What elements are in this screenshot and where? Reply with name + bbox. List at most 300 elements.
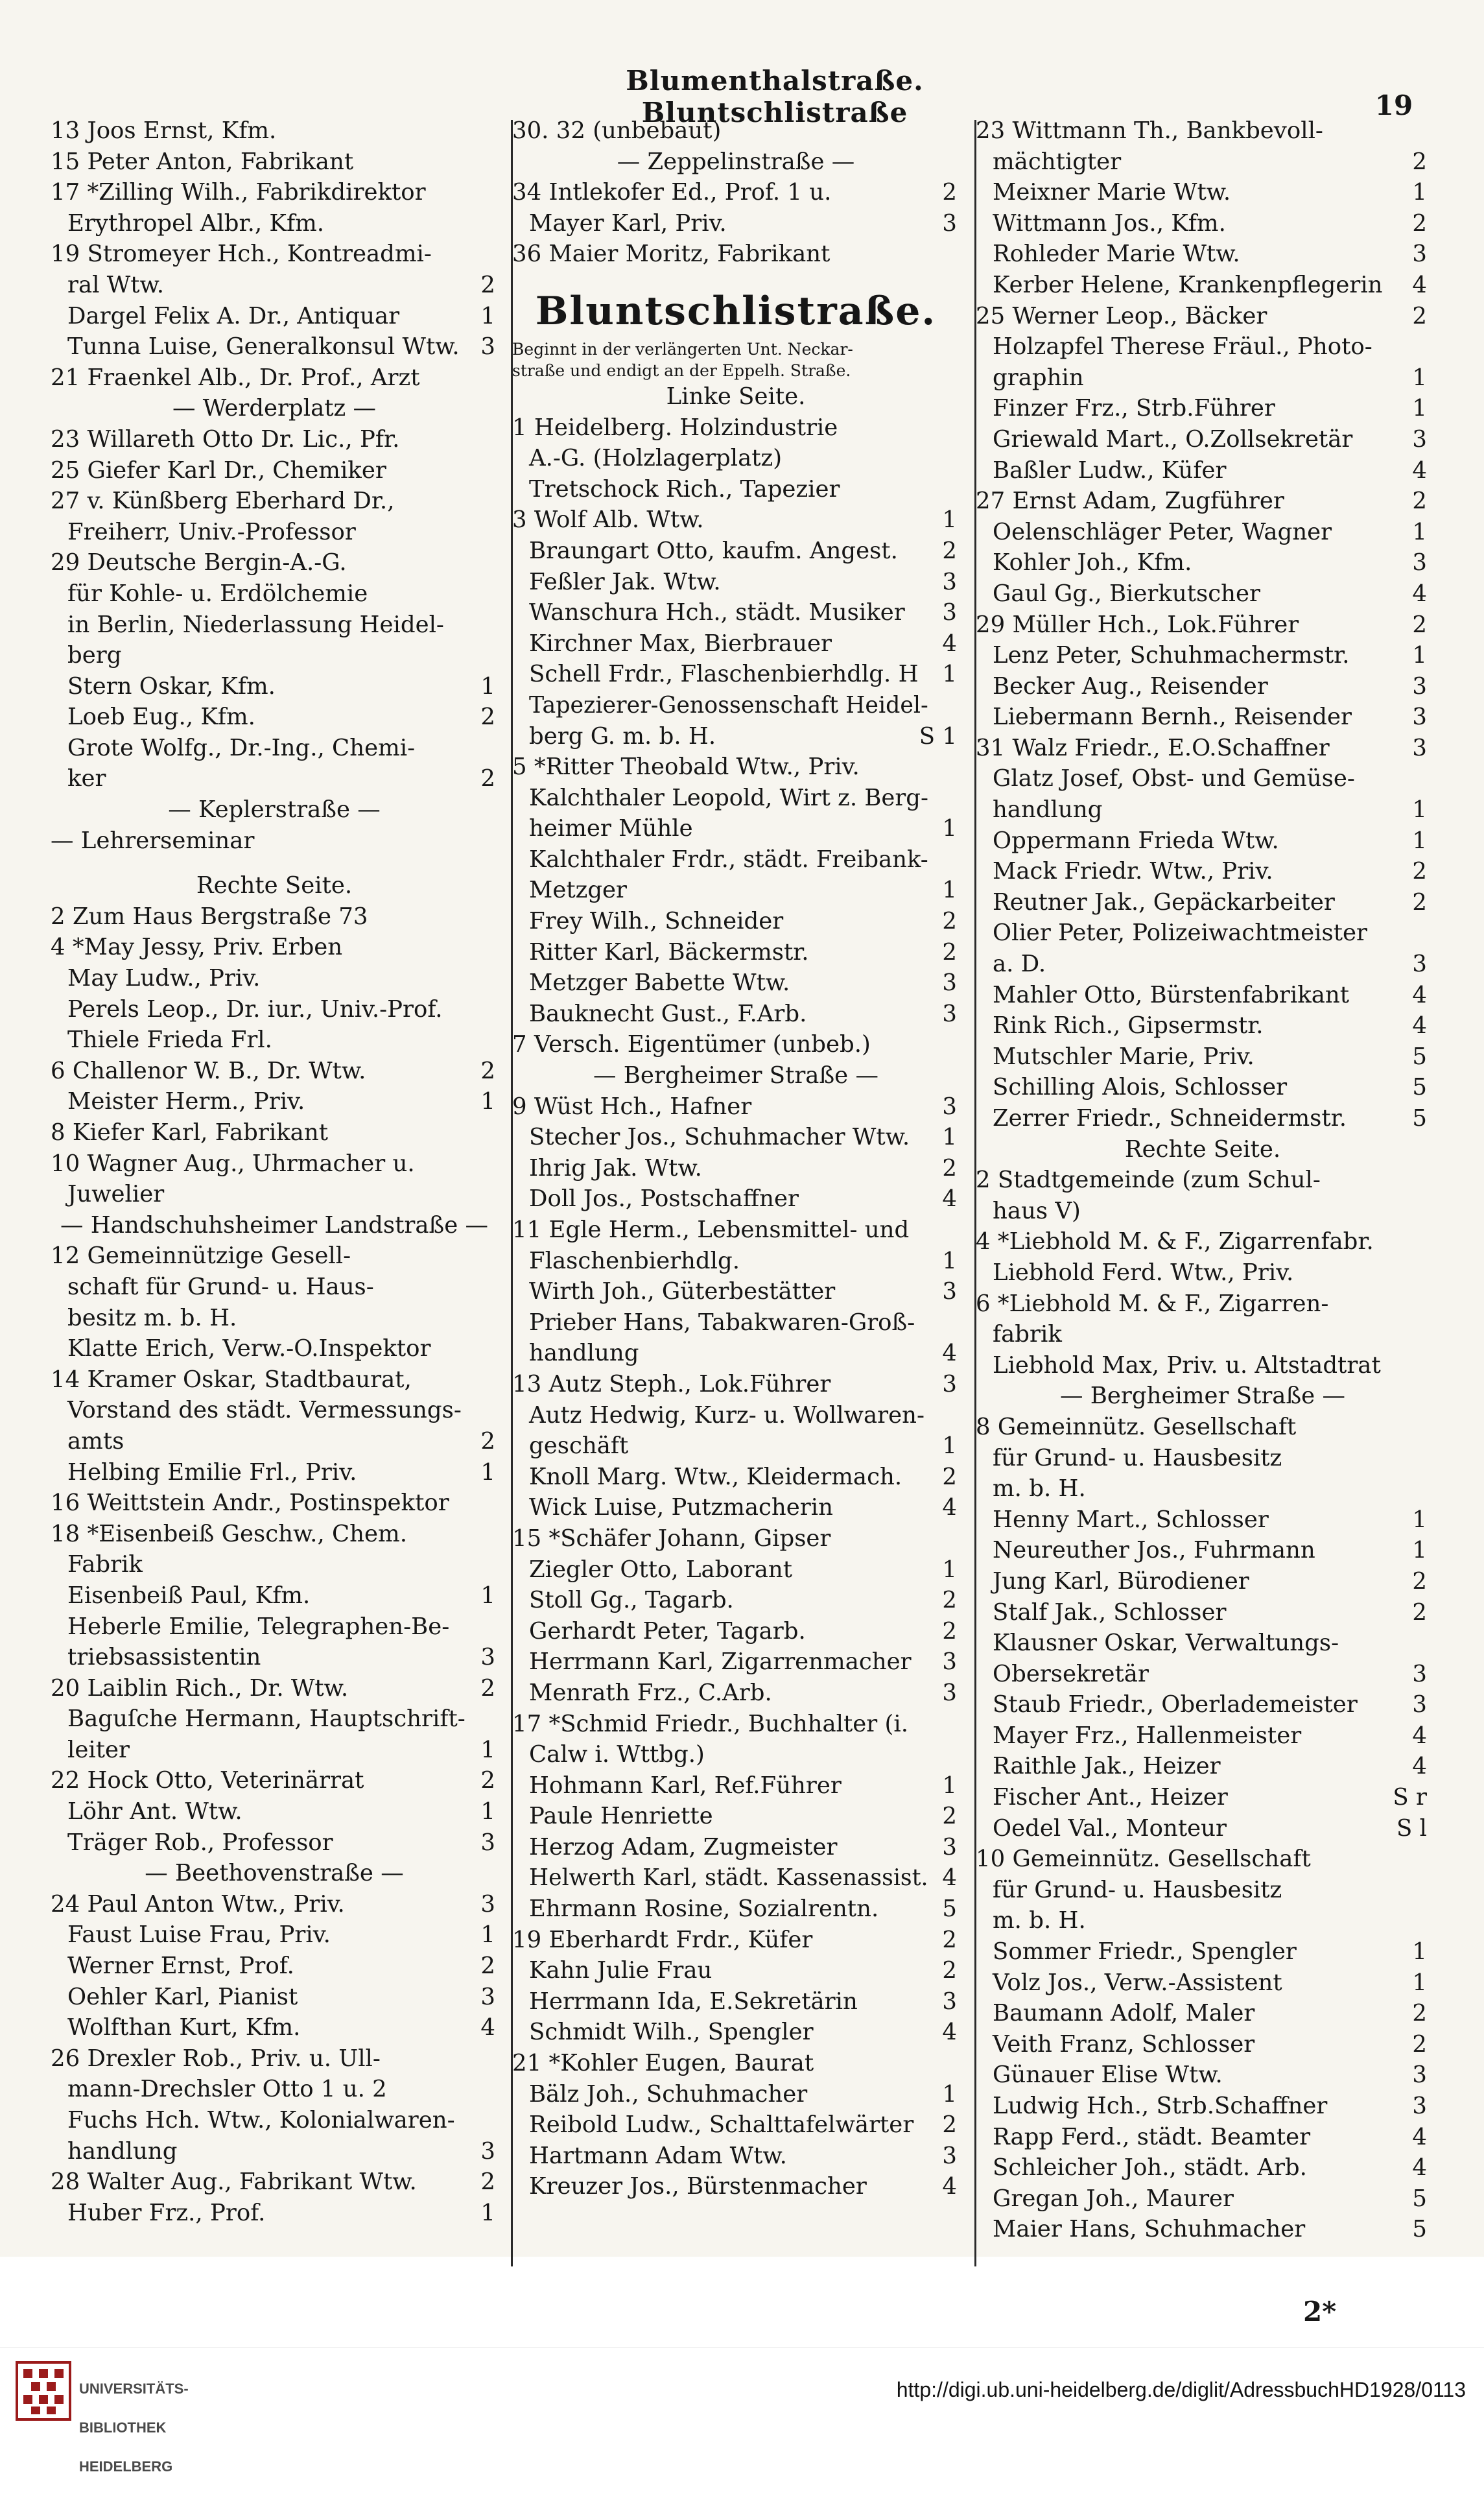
entry-text: graphin	[993, 364, 1084, 391]
resident-entry	[512, 999, 960, 1030]
resident-entry	[976, 2060, 1430, 2091]
entry-text: Mayer Karl, Priv.	[529, 209, 727, 237]
resident-entry	[51, 1086, 498, 1117]
spacer	[51, 856, 498, 870]
house-entry	[512, 505, 960, 536]
resident-entry	[976, 455, 1430, 486]
resident-entry	[512, 1616, 960, 1647]
resident-entry	[976, 147, 1430, 178]
entry-text: Volz Jos., Verw.-Assistent	[993, 1969, 1282, 1996]
entry-text: Metzger	[529, 877, 628, 904]
entry-text: Reibold Ludw., Schalttafelwärter	[529, 2111, 914, 2139]
floor-number: 2	[480, 271, 495, 298]
floor-number: 2	[942, 1463, 957, 1490]
entry-text: Freiherr, Univ.-Professor	[67, 518, 356, 545]
house-entry	[51, 455, 498, 486]
resident-entry	[976, 1072, 1430, 1103]
resident-entry	[512, 1153, 960, 1184]
house-entry	[51, 1673, 498, 1704]
entry-text: Günauer Elise Wtw.	[993, 2062, 1223, 2089]
section-heading: Rechte Seite.	[196, 872, 353, 899]
floor-number: 2	[942, 1803, 957, 1830]
entry-text: Mutschler Marie, Priv.	[993, 1043, 1254, 1070]
resident-entry	[976, 1998, 1430, 2029]
floor-number: 3	[1412, 951, 1427, 978]
resident-entry	[51, 1395, 498, 1426]
floor-number: 2	[1412, 209, 1427, 237]
floor-number: 1	[942, 2080, 957, 2108]
floor-number: 2	[942, 938, 957, 966]
floor-number: 2	[480, 2169, 495, 2196]
house-entry	[512, 1523, 960, 1554]
entry-text: Wick Luise, Putzmacherin	[529, 1494, 833, 1521]
house-entry	[976, 1226, 1430, 1257]
house-entry	[512, 1215, 960, 1246]
floor-number: 2	[942, 1957, 957, 1984]
floor-number: S r	[1393, 1784, 1427, 1811]
entry-text: Mack Friedr. Wtw., Priv.	[993, 858, 1273, 885]
resident-entry	[512, 1554, 960, 1586]
floor-number: 4	[942, 1494, 957, 1521]
entry-text: Lenz Peter, Schuhmachermstr.	[993, 642, 1350, 669]
section-heading: — Keplerstraße —	[168, 796, 381, 824]
house-entry	[51, 2043, 498, 2074]
resident-entry	[512, 937, 960, 968]
house-entry	[976, 115, 1430, 147]
resident-entry	[51, 1426, 498, 1457]
resident-entry	[512, 813, 960, 844]
section-heading: — Werderplatz —	[172, 395, 377, 422]
floor-number: 2	[942, 908, 957, 935]
floor-number: 2	[1412, 858, 1427, 885]
entry-text: Staub Friedr., Oberlademeister	[993, 1691, 1358, 1718]
entry-text: 28 Walter Aug., Fabrikant Wtw.	[51, 2169, 417, 2196]
entry-text: amts	[67, 1427, 124, 1455]
resident-entry	[976, 1720, 1430, 1752]
floor-number: 1	[1412, 796, 1427, 824]
resident-entry	[512, 2017, 960, 2048]
entry-text: Dargel Felix A. Dr., Antiquar	[67, 302, 400, 329]
resident-entry	[976, 826, 1430, 857]
entry-text: Kerber Helene, Krankenpflegerin	[993, 271, 1383, 298]
entry-text: 22 Hock Otto, Veterinärrat	[51, 1767, 364, 1794]
resident-entry	[976, 1319, 1430, 1350]
floor-number: 2	[480, 1767, 495, 1794]
resident-entry	[51, 1951, 498, 1982]
house-entry	[51, 424, 498, 455]
floor-number: 1	[1412, 1969, 1427, 1996]
floor-number: 4	[1412, 580, 1427, 607]
resident-entry	[51, 610, 498, 641]
floor-number: 2	[480, 765, 495, 792]
entry-text: fabrik	[993, 1321, 1062, 1348]
floor-number: 1	[1412, 518, 1427, 545]
entry-text: ral Wtw.	[67, 271, 164, 298]
floor-number: 2	[480, 1674, 495, 1702]
resident-entry	[976, 547, 1430, 578]
resident-entry	[512, 1492, 960, 1523]
entry-text: Obersekretär	[993, 1660, 1149, 1687]
entry-text: besitz m. b. H.	[67, 1304, 237, 1331]
entry-text: Hartmann Adam Wtw.	[529, 2142, 787, 2169]
resident-entry	[976, 1597, 1430, 1628]
resident-entry	[51, 2012, 498, 2043]
section-heading: — Beethovenstraße —	[145, 1860, 404, 1887]
house-entry	[976, 1844, 1430, 1875]
entry-text: Loeb Eug., Kfm.	[67, 704, 255, 731]
entry-text: 10 Gemeinnütz. Gesellschaft	[976, 1846, 1311, 1873]
entry-text: Hohmann Karl, Ref.Führer	[529, 1772, 842, 1799]
resident-entry	[976, 794, 1430, 826]
house-entry	[51, 363, 498, 394]
entry-text: handlung	[993, 796, 1103, 824]
directory-column-2	[512, 115, 960, 2281]
entry-text: Träger Rob., Professor	[67, 1829, 333, 1856]
entry-text: 11 Egle Herm., Lebensmittel- und	[512, 1217, 910, 1243]
entry-text: Schmidt Wilh., Spengler	[529, 2019, 814, 2046]
floor-number: 1	[480, 1088, 495, 1115]
resident-entry	[976, 671, 1430, 702]
street-description: straße und endigt an der Eppelh. Straße.	[512, 361, 851, 380]
floor-number: S 1	[919, 722, 957, 750]
entry-text: Braungart Otto, kaufm. Angest.	[529, 537, 898, 564]
floor-number: 3	[1412, 2093, 1427, 2119]
entry-text: Stern Oskar, Kfm.	[67, 672, 276, 700]
entry-text: Autz Hedwig, Kurz- u. Wollwaren-	[529, 1401, 925, 1429]
floor-number: 3	[1412, 425, 1427, 453]
floor-number: 4	[1412, 1722, 1427, 1749]
resident-entry	[51, 1796, 498, 1827]
floor-number: 3	[942, 1648, 957, 1676]
resident-entry	[976, 331, 1430, 363]
entry-text: a. D.	[993, 951, 1046, 978]
library-name	[79, 2360, 189, 2496]
entry-text: Sommer Friedr., Spengler	[993, 1938, 1297, 1966]
resident-entry	[976, 1936, 1430, 1967]
entry-text: 36 Maier Moritz, Fabrikant	[512, 241, 830, 268]
resident-entry	[512, 597, 960, 628]
resident-entry	[512, 1646, 960, 1678]
resident-entry	[976, 363, 1430, 394]
entry-text: Stalf Jak., Schlosser	[993, 1599, 1227, 1626]
entry-text: Erythropel Albr., Kfm.	[67, 209, 325, 237]
entry-text: 21 *Kohler Eugen, Baurat	[512, 2050, 814, 2077]
floor-number: 3	[942, 1988, 957, 2015]
entry-text: 26 Drexler Rob., Priv. u. Ull-	[51, 2045, 381, 2072]
resident-entry	[976, 1103, 1430, 1134]
floor-number: 4	[942, 1864, 957, 1892]
resident-entry	[976, 1967, 1430, 1999]
house-entry	[976, 1289, 1430, 1320]
entry-text: Henny Mart., Schlosser	[993, 1506, 1269, 1533]
entry-text: Kalchthaler Frdr., städt. Freibank-	[529, 846, 928, 873]
entry-text: 10 Wagner Aug., Uhrmacher u.	[51, 1150, 415, 1177]
entry-text: 15 Peter Anton, Fabrikant	[51, 148, 354, 175]
entry-text: Tretschock Rich., Tapezier	[529, 475, 840, 503]
entry-text: Prieber Hans, Tabakwaren-Groß-	[529, 1309, 915, 1336]
floor-number: 1	[1412, 827, 1427, 854]
house-entry	[51, 2167, 498, 2198]
entry-text: m. b. H.	[993, 1907, 1086, 1934]
house-entry	[512, 1029, 960, 1060]
entry-text: Bauknecht Gust., F.Arb.	[529, 1000, 807, 1027]
resident-entry	[512, 906, 960, 937]
directory-column-3	[976, 115, 1430, 2281]
resident-entry	[512, 783, 960, 814]
house-entry	[512, 115, 960, 147]
floor-number: 3	[942, 1093, 957, 1120]
resident-entry	[51, 1704, 498, 1735]
resident-entry	[976, 1443, 1430, 1474]
entry-text: Oehler Karl, Pianist	[67, 1983, 298, 2010]
resident-entry	[51, 1333, 498, 1364]
resident-entry	[512, 474, 960, 505]
resident-entry	[976, 1535, 1430, 1566]
floor-number: 3	[942, 1370, 957, 1397]
house-entry	[976, 486, 1430, 517]
resident-entry	[512, 1770, 960, 1801]
resident-entry	[976, 2183, 1430, 2215]
entry-text: Maier Hans, Schuhmacher	[993, 2216, 1306, 2243]
resident-entry	[512, 1986, 960, 2017]
resident-entry	[976, 270, 1430, 301]
floor-number: 2	[1412, 148, 1427, 175]
entry-text: Mayer Frz., Hallenmeister	[993, 1722, 1302, 1749]
house-entry	[51, 1056, 498, 1087]
entry-text: 19 Eberhardt Frdr., Küfer	[512, 1926, 813, 1953]
floor-number: 2	[480, 704, 495, 731]
resident-entry	[51, 994, 498, 1025]
resident-entry	[976, 1751, 1430, 1782]
resident-entry	[51, 2136, 498, 2167]
floor-number: 3	[942, 568, 957, 595]
house-entry	[512, 1091, 960, 1123]
floor-number: 3	[1412, 241, 1427, 268]
entry-text: 3 Wolf Alb. Wtw.	[512, 506, 704, 534]
entry-text: 27 v. Künßberg Eberhard Dr.,	[51, 488, 395, 515]
floor-number: 1	[1412, 1938, 1427, 1966]
section-heading: — Bergheimer Straße —	[593, 1062, 878, 1089]
entry-text: Wirth Joh., Güterbestätter	[529, 1278, 836, 1305]
entry-text: Tapezierer-Genossenschaft Heidel-	[529, 691, 928, 719]
resident-entry	[512, 1585, 960, 1616]
resident-entry	[976, 856, 1430, 887]
floor-number: 1	[942, 1247, 957, 1274]
resident-entry	[51, 1827, 498, 1859]
resident-entry	[51, 1272, 498, 1303]
entry-text: 14 Kramer Oskar, Stadtbaurat,	[51, 1366, 412, 1393]
house-entry	[976, 301, 1430, 332]
entry-text: 20 Laiblin Rich., Dr. Wtw.	[51, 1674, 349, 1702]
floor-number: 2	[1412, 1599, 1427, 1626]
footer-bar	[0, 2347, 1484, 2475]
entry-text: Helbing Emilie Frl., Priv.	[67, 1458, 357, 1486]
entry-text: in Berlin, Niederlassung Heidel-	[67, 611, 444, 638]
entry-text: Gerhardt Peter, Tagarb.	[529, 1617, 806, 1645]
resident-entry	[512, 1462, 960, 1493]
floor-number: 2	[942, 1926, 957, 1953]
entry-text: Finzer Frz., Strb.Führer	[993, 395, 1275, 422]
entry-text: Meixner Marie Wtw.	[993, 179, 1231, 206]
entry-text: Rohleder Marie Wtw.	[993, 241, 1240, 268]
house-entry	[512, 2048, 960, 2079]
entry-text: Wanschura Hch., städt. Musiker	[529, 599, 905, 626]
floor-number: 5	[1412, 2185, 1427, 2212]
entry-text: Klausner Oskar, Verwaltungs-	[993, 1630, 1339, 1657]
library-logo-icon	[14, 2359, 73, 2423]
floor-number: 5	[1412, 1074, 1427, 1101]
entry-text: Schleicher Joh., städt. Arb.	[993, 2154, 1307, 2181]
resident-entry	[976, 1041, 1430, 1073]
floor-number: 4	[942, 1340, 957, 1367]
resident-entry	[512, 2141, 960, 2172]
floor-number: 1	[1412, 1537, 1427, 1564]
resident-entry	[51, 1303, 498, 1334]
entry-text: 16 Weittstein Andr., Postinspektor	[51, 1490, 449, 1517]
entry-text: berg G. m. b. H.	[529, 722, 716, 750]
resident-entry	[51, 1642, 498, 1673]
floor-number: 1	[480, 1798, 495, 1825]
house-entry	[51, 1488, 498, 1519]
entry-text: Gregan Joh., Maurer	[993, 2185, 1234, 2212]
house-entry	[51, 1765, 498, 1796]
entry-text: Kohler Joh., Kfm.	[993, 549, 1192, 576]
resident-entry	[51, 331, 498, 363]
entry-text: Kalchthaler Leopold, Wirt z. Berg-	[529, 784, 928, 811]
entry-text: Stoll Gg., Tagarb.	[529, 1587, 734, 1614]
floor-number: 5	[1412, 2216, 1427, 2243]
entry-text: 2 Zum Haus Bergstraße 73	[51, 903, 368, 930]
resident-entry	[976, 2029, 1430, 2060]
entry-text: Baumann Adolf, Maler	[993, 2000, 1255, 2027]
entry-text: Oedel Val., Monteur	[993, 1814, 1227, 1842]
entry-text: Werner Ernst, Prof.	[67, 1953, 294, 1980]
floor-number: 2	[942, 2111, 957, 2139]
house-entry	[51, 901, 498, 933]
entry-text: Löhr Ant. Wtw.	[67, 1798, 242, 1825]
floor-number: 4	[1412, 981, 1427, 1008]
resident-entry	[976, 763, 1430, 794]
entry-text: Zerrer Friedr., Schneidermstr.	[993, 1105, 1347, 1132]
entry-text: Eisenbeiß Paul, Kfm.	[67, 1582, 311, 1609]
resident-entry	[512, 875, 960, 906]
entry-text: Huber Frz., Prof.	[67, 2199, 266, 2226]
floor-number: 1	[480, 1582, 495, 1609]
resident-entry	[51, 1580, 498, 1611]
house-entry	[976, 610, 1430, 641]
floor-number: 1	[942, 877, 957, 904]
floor-number: 1	[1412, 395, 1427, 422]
entry-text: Gaul Gg., Bierkutscher	[993, 580, 1260, 607]
floor-number: 3	[942, 2142, 957, 2169]
floor-number: 3	[942, 969, 957, 997]
house-entry	[51, 547, 498, 578]
resident-entry	[512, 1832, 960, 1863]
floor-number: 2	[942, 1617, 957, 1645]
floor-number: 1	[942, 1124, 957, 1151]
floor-number: 3	[480, 1983, 495, 2010]
entry-text: Veith Franz, Schlosser	[993, 2030, 1255, 2058]
resident-entry	[51, 270, 498, 301]
house-entry	[976, 733, 1430, 764]
entry-text: Bälz Joh., Schuhmacher	[529, 2080, 808, 2108]
entry-text: Ziegler Otto, Laborant	[529, 1556, 793, 1583]
section-heading: Rechte Seite.	[1124, 1135, 1281, 1163]
house-entry	[512, 1709, 960, 1740]
entry-text: 25 Giefer Karl Dr., Chemiker	[51, 457, 386, 484]
entry-text: 34 Intlekofer Ed., Prof. 1 u.	[512, 179, 832, 206]
floor-number: 3	[942, 1833, 957, 1860]
resident-entry	[512, 844, 960, 875]
resident-entry	[512, 968, 960, 999]
resident-entry	[51, 1179, 498, 1210]
entry-text: Stecher Jos., Schuhmacher Wtw.	[529, 1124, 910, 1151]
resident-entry	[51, 2074, 498, 2105]
house-entry	[51, 1148, 498, 1180]
entry-text: 1 Heidelberg. Holzindustrie	[512, 414, 838, 441]
floor-number: 4	[1412, 1012, 1427, 1040]
floor-number: 4	[942, 2019, 957, 2046]
entry-text: Liebhold Max, Priv. u. Altstadtrat	[993, 1351, 1381, 1379]
floor-number: 3	[480, 333, 495, 361]
resident-entry	[51, 733, 498, 764]
printer-signature: 2*	[1303, 2296, 1337, 2327]
resident-entry	[976, 980, 1430, 1011]
floor-number: 1	[1412, 642, 1427, 669]
resident-entry	[976, 424, 1430, 455]
floor-number: 3	[1412, 704, 1427, 731]
floor-number: 1	[480, 1458, 495, 1486]
house-entry	[51, 1889, 498, 1920]
resident-entry	[512, 1246, 960, 1277]
entry-text: 29 Deutsche Bergin-A.-G.	[51, 549, 347, 576]
resident-entry	[512, 2079, 960, 2110]
resident-entry	[51, 1982, 498, 2013]
entry-text: Kahn Julie Frau	[529, 1957, 713, 1984]
floor-number: 5	[942, 1896, 957, 1923]
entry-text: haus V)	[993, 1197, 1081, 1224]
resident-entry	[512, 536, 960, 567]
section-heading: — Zeppelinstraße —	[617, 148, 855, 175]
resident-entry	[512, 1307, 960, 1338]
entry-text: Fischer Ant., Heizer	[993, 1784, 1228, 1811]
floor-number: 3	[480, 1890, 495, 1918]
resident-entry	[976, 1875, 1430, 1906]
entry-text: Rink Rich., Gipsermstr.	[993, 1012, 1264, 1040]
source-url-link[interactable]: http://digi.ub.uni-heidelberg.de/diglit/AdressbuchHD1928/0113	[896, 2378, 1466, 2401]
entry-text: 21 Fraenkel Alb., Dr. Prof., Arzt	[51, 364, 420, 391]
entry-text: Rapp Ferd., städt. Beamter	[993, 2123, 1311, 2150]
resident-entry	[976, 517, 1430, 548]
entry-text: 8 Kiefer Karl, Fabrikant	[51, 1119, 328, 1146]
section-heading: Linke Seite.	[666, 383, 806, 410]
floor-number: 3	[942, 1278, 957, 1305]
house-entry	[512, 1369, 960, 1400]
resident-entry	[51, 1457, 498, 1488]
floor-number: 3	[942, 599, 957, 626]
resident-entry	[976, 208, 1430, 239]
floor-number: 2	[480, 1953, 495, 1980]
floor-number: 4	[1412, 1753, 1427, 1780]
entry-text: Knoll Marg. Wtw., Kleidermach.	[529, 1463, 902, 1490]
floor-number: 1	[942, 1772, 957, 1799]
entry-text: berg	[67, 642, 122, 669]
resident-entry	[976, 1350, 1430, 1381]
resident-entry	[976, 1473, 1430, 1504]
entry-text: für Grund- u. Hausbesitz	[993, 1876, 1282, 1903]
house-entry	[51, 1117, 498, 1148]
entry-text: für Grund- u. Hausbesitz	[993, 1444, 1282, 1471]
